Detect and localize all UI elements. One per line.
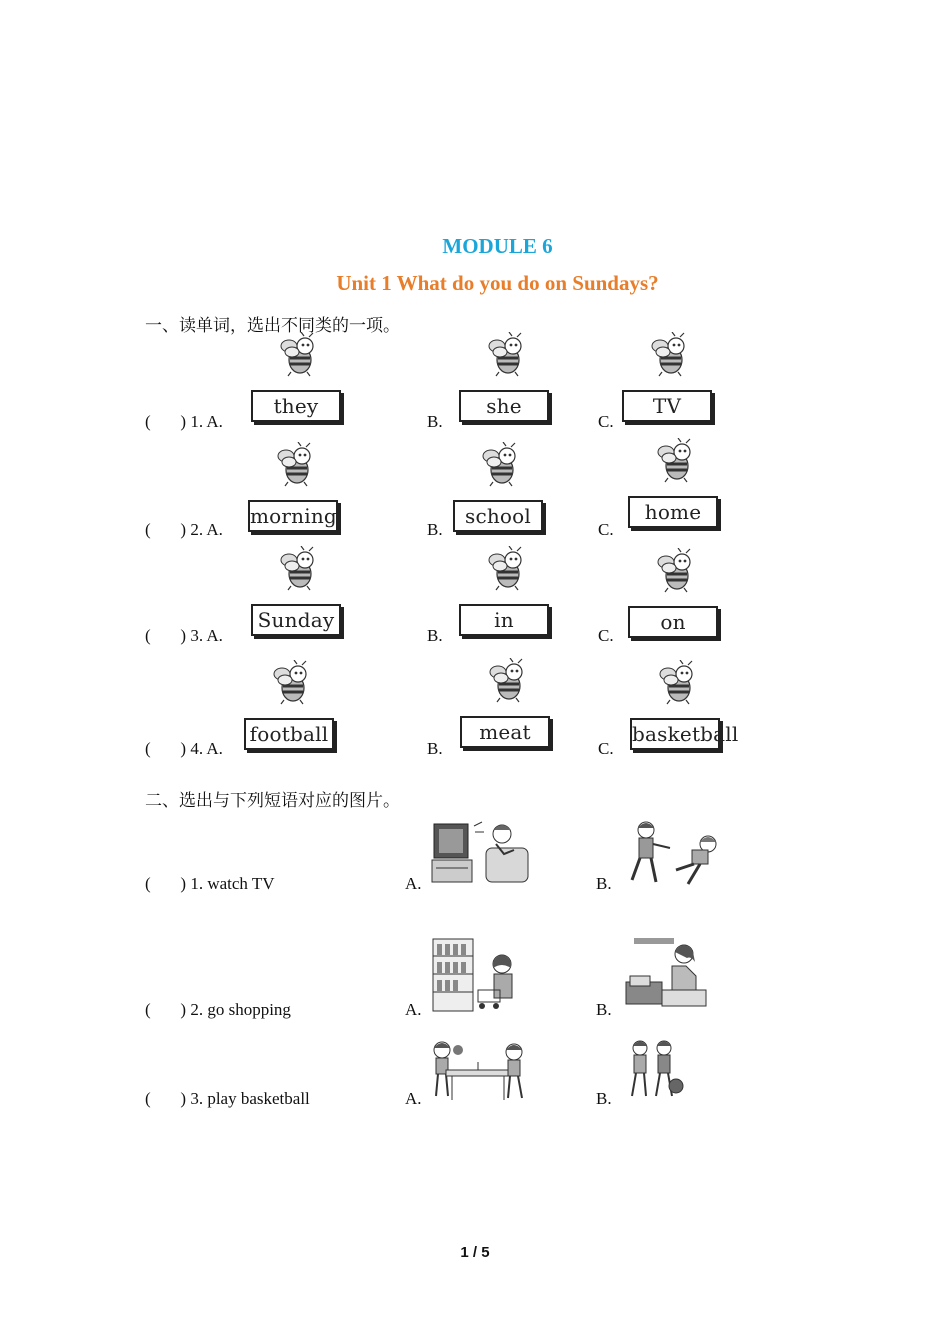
word-label: they — [251, 390, 341, 422]
word-label: Sunday — [251, 604, 341, 636]
word-card-a — [244, 660, 340, 750]
bee-icon — [270, 660, 316, 706]
bee-icon — [277, 332, 323, 378]
question-number: ( ) 3. play basketball — [145, 1089, 310, 1108]
option-c-label: C. — [598, 626, 614, 645]
word-label: she — [459, 390, 549, 422]
word-card-c — [622, 332, 718, 422]
word-card-b — [453, 442, 549, 532]
question-number: ( ) 3. A. — [145, 626, 223, 645]
option-b-label: B. — [596, 874, 612, 893]
bee-icon — [479, 442, 525, 488]
option-a-label: A. — [405, 1000, 422, 1019]
word-label: home — [628, 496, 718, 528]
option-c-label: C. — [598, 520, 614, 539]
word-label: on — [628, 606, 718, 638]
word-label: basketball — [630, 718, 720, 750]
option-b-label: B. — [427, 412, 443, 431]
supermarket-shopping-illustration — [432, 938, 528, 1014]
basketball-players-illustration — [626, 1038, 688, 1104]
word-card-c — [630, 660, 739, 750]
bee-icon — [485, 546, 531, 592]
unit-title: Unit 1 What do you do on Sundays? — [336, 271, 659, 295]
bee-icon — [486, 658, 532, 704]
question-number: ( ) 2. A. — [145, 520, 223, 539]
bee-icon — [277, 546, 323, 592]
word-label: football — [244, 718, 334, 750]
option-b-label: B. — [596, 1000, 612, 1019]
word-card-a — [248, 442, 344, 532]
question-number: ( ) 1. watch TV — [145, 874, 275, 893]
word-label: school — [453, 500, 543, 532]
question-number: ( ) 1. A. — [145, 412, 223, 431]
word-card-a — [251, 332, 347, 422]
word-label: meat — [460, 716, 550, 748]
bee-icon — [485, 332, 531, 378]
bee-icon — [654, 438, 700, 484]
bank-counter-illustration — [622, 936, 708, 1010]
section2-heading: 二、选出与下列短语对应的图片。 — [145, 791, 400, 811]
question-number: ( ) 2. go shopping — [145, 1000, 291, 1019]
bee-icon — [654, 548, 700, 594]
watching-tv-illustration — [430, 818, 532, 890]
bee-icon — [656, 660, 702, 706]
word-card-b — [459, 332, 555, 422]
word-card-b — [460, 658, 556, 748]
option-a-label: A. — [405, 1089, 422, 1108]
question-number: ( ) 4. A. — [145, 739, 223, 758]
option-b-label: B. — [427, 739, 443, 758]
word-label: morning — [248, 500, 338, 532]
kids-playing-illustration — [624, 820, 722, 890]
option-b-label: B. — [596, 1089, 612, 1108]
section1-heading: 一、读单词，选出不同类的一项。 — [145, 316, 400, 336]
option-c-label: C. — [598, 739, 614, 758]
option-a-label: A. — [405, 874, 422, 893]
option-c-label: C. — [598, 412, 614, 431]
bee-icon — [648, 332, 694, 378]
word-card-b — [459, 546, 555, 636]
table-tennis-illustration — [430, 1040, 530, 1104]
page-number: 1 / 5 — [460, 1244, 490, 1261]
word-label: TV — [622, 390, 712, 422]
word-card-c — [628, 438, 724, 528]
option-b-label: B. — [427, 520, 443, 539]
word-label: in — [459, 604, 549, 636]
module-title: MODULE 6 — [442, 234, 553, 258]
word-card-a — [251, 546, 347, 636]
option-b-label: B. — [427, 626, 443, 645]
word-card-c — [628, 548, 724, 638]
bee-icon — [274, 442, 320, 488]
